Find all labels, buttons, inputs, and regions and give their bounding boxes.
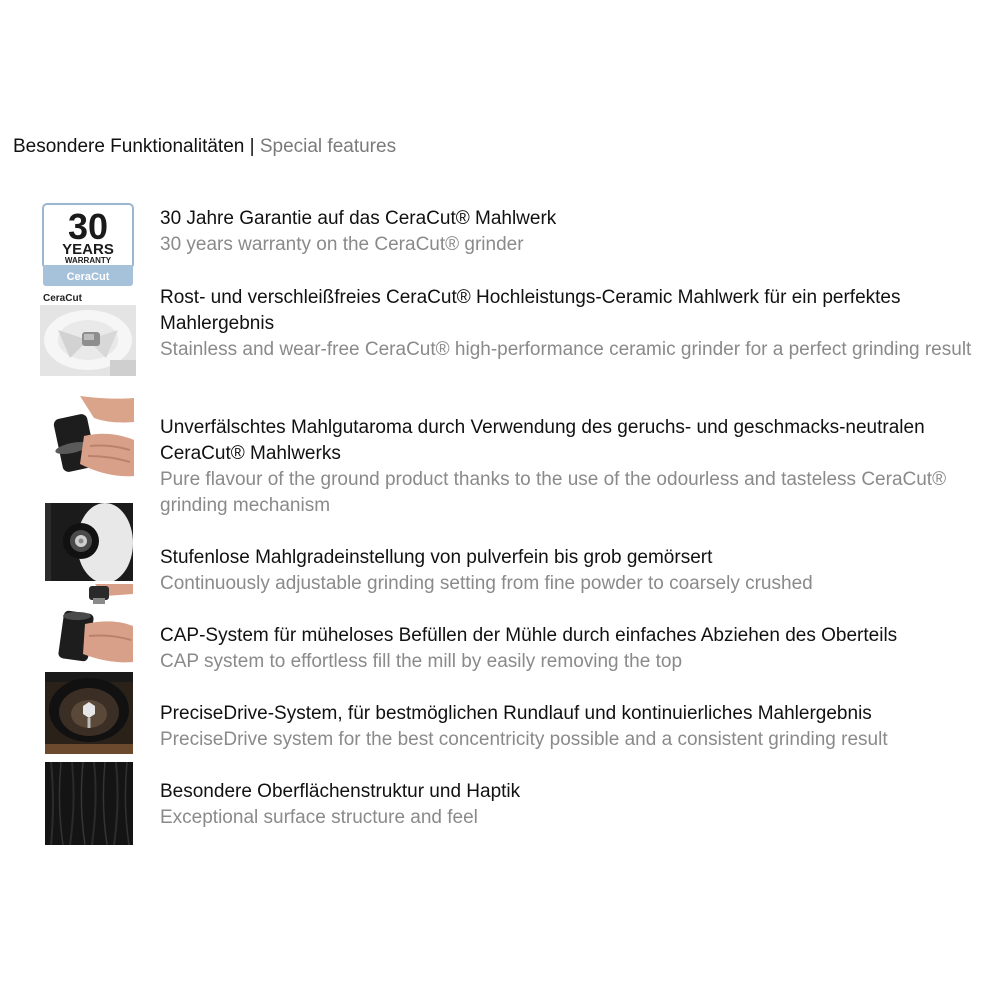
feature-5 [160,623,980,675]
section-heading [13,134,396,160]
feature-7-german: Besondere Oberflächenstruktur und Haptik [160,781,521,802]
feature-4-english: Continuously adjustable grinding setting from fine powder to coarsely crushed [160,573,813,594]
feature-4-german: Stufenlose Mahlgradeinstellung von pulverfein bis grob gemörsert [160,547,713,568]
feature-1-english: 30 years warranty on the CeraCut® grinder [160,234,524,255]
feature-6-english: PreciseDrive system for the best concentricity possible and a consistent grinding result [160,729,888,750]
feature-6-german: PreciseDrive-System, für bestmöglichen Rundlauf und kontinuierliches Mahlergebnis [160,703,872,724]
badge-warranty: WARRANTY [64,256,112,265]
cap-system-image [55,584,133,666]
feature-4 [160,545,980,597]
badge-number: 30 [67,206,109,247]
feature-2-english: Stainless and wear-free CeraCut® high-performance ceramic grinder for a perfect grinding result [160,339,972,360]
badge-years: YEARS [62,241,114,258]
warranty-badge [42,203,134,287]
feature-2-german: Rost- und verschleißfreies CeraCut® Hochleistungs-Ceramic Mahlwerk für ein perfektes Mahlergebnis [160,287,901,334]
feature-1-german: 30 Jahre Garantie auf das CeraCut® Mahlwerk [160,208,557,229]
feature-3-german: Unverfälschtes Mahlgutaroma durch Verwendung des geruchs- und geschmacks-neutralen CeraCut® Mahlwerks [160,417,925,464]
feature-7 [160,779,980,831]
badge-brand: CeraCut [66,271,110,283]
heading-english: Special features [259,136,397,157]
heading-german: Besondere Funktionalitäten [13,136,245,157]
feature-2 [160,285,980,363]
ceramic-grinder-image [40,290,136,376]
grind-adjustment-image [45,503,133,581]
surface-texture-image [45,762,133,845]
ceracut-label: CeraCut [43,293,82,304]
grinder-hands-image [50,396,134,480]
feature-6 [160,701,980,753]
feature-5-english: CAP system to effortless fill the mill by easily removing the top [160,651,683,672]
feature-3-english: Pure flavour of the ground product thanks to the use of the odourless and tasteless CeraCut® grinding mechanism [160,469,947,516]
feature-7-english: Exceptional surface structure and feel [160,807,478,828]
feature-5-german: CAP-System für müheloses Befüllen der Mühle durch einfaches Abziehen des Oberteils [160,625,898,646]
heading-separator: | [249,136,255,157]
feature-1 [160,206,980,258]
feature-3 [160,415,980,519]
precise-drive-image [45,672,133,754]
